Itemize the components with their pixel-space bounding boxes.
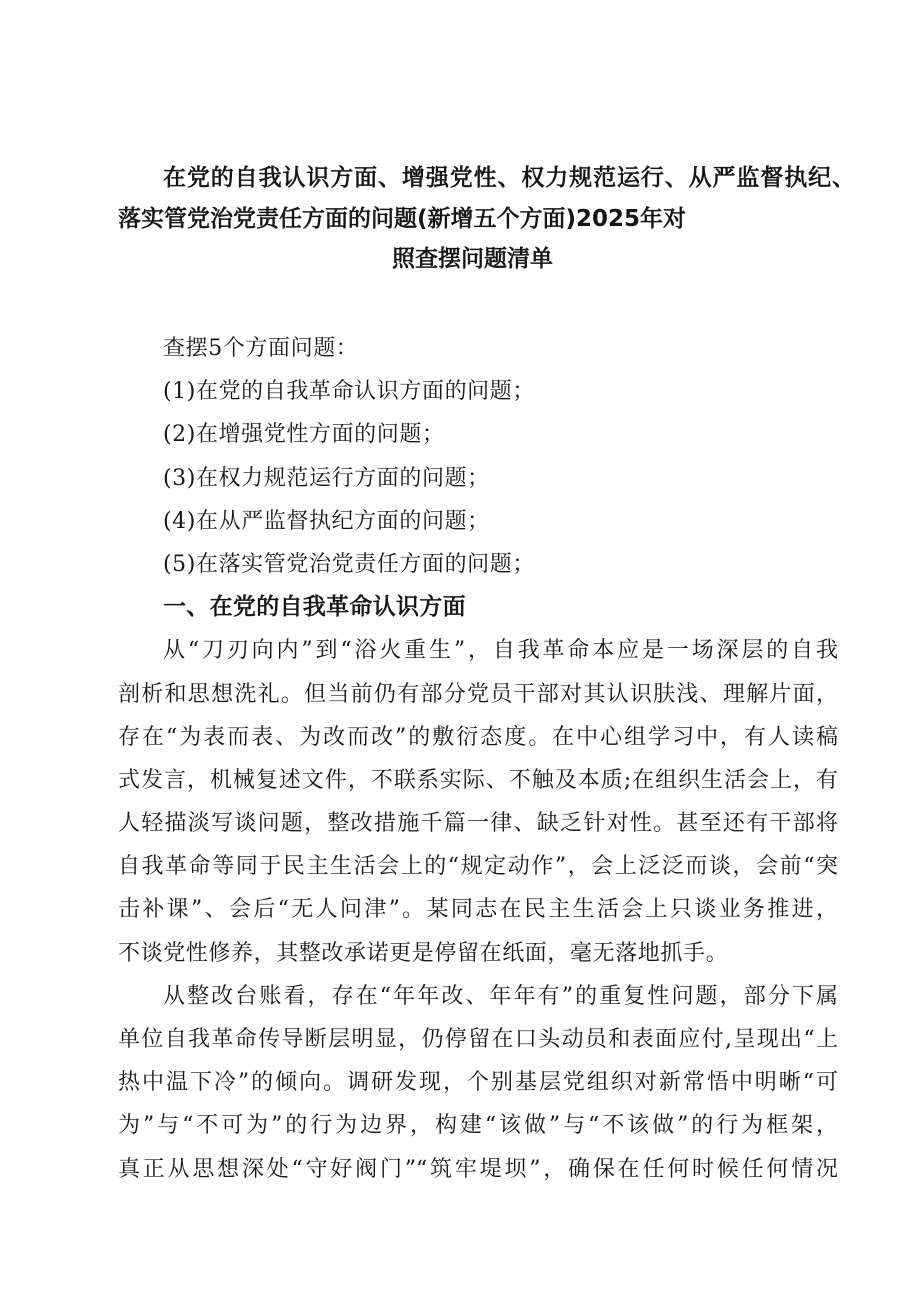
list-item: (1)在党的自我革命认识方面的问题；: [163, 379, 535, 405]
list-item: (3)在权力规范运行方面的问题；: [163, 465, 490, 491]
paragraph-line: 从整改台账看，存在“年年改、年年有”的重复性问题，部分下属: [163, 983, 838, 1009]
paragraph-line: 击补课”、会后“无人问津”。某同志在民主生活会上只谈业务推进，: [118, 897, 838, 923]
list-item: (2)在增强党性方面的问题；: [163, 422, 445, 448]
paragraph: [118, 629, 838, 975]
paragraph-line: 从“刀刃向内”到“浴火重生”，自我革命本应是一场深层的自我: [163, 638, 838, 664]
paragraph-line: 存在“为表而表、为改而改”的敷衍态度。在中心组学习中，有人读稿: [118, 724, 838, 750]
list-item: (4)在从严监督执纪方面的问题；: [163, 508, 490, 534]
list-item: (5)在落实管党治党责任方面的问题；: [163, 551, 535, 577]
paragraph-line: 剖析和思想洗礼。但当前仍有部分党员干部对其认识肤浅、理解片面，: [118, 681, 838, 707]
paragraph-line: 为”与“不可为”的行为边界，构建“该做”与“不该做”的行为框架，: [118, 1113, 838, 1139]
paragraph-line: 不谈党性修养，其整改承诺更是停留在纸面，毫无落地抓手。: [118, 940, 729, 966]
section-heading: 一、在党的自我革命认识方面: [163, 594, 466, 621]
paragraph-line: 人轻描淡写谈问题，整改措施千篇一律、缺乏针对性。甚至还有干部将: [118, 811, 838, 837]
title-line: 在党的自我认识方面、增强党性、权力规范运行、从严监督执纪、: [163, 165, 855, 191]
paragraph: [118, 975, 838, 1191]
paragraph-line: 单位自我革命传导断层明显，仍停留在口头动员和表面应付,呈现出“上: [118, 1027, 838, 1052]
title-line: 照查摆问题清单: [392, 246, 553, 272]
paragraph-line: 自我革命等同于民主生活会上的“规定动作”，会上泛泛而谈，会前“突: [118, 854, 838, 880]
title-line: 落实管党治党责任方面的问题(新增五个方面)2025年对: [118, 205, 687, 232]
issue-list: [118, 370, 838, 586]
paragraph-line: 热中温下冷”的倾向。调研发现，个别基层党组织对新常悟中明晰“可: [118, 1070, 838, 1096]
document-body: [118, 327, 838, 1191]
paragraph-line: 真正从思想深处“守好阀门”“筑牢堤坝”，确保在任何时候任何情况: [118, 1156, 838, 1182]
document-title: [118, 158, 878, 280]
list-intro: 查摆5个方面问题：: [163, 336, 359, 361]
paragraph-line: 式发言，机械复述文件，不联系实际、不触及本质;在组织生活会上，有: [118, 767, 838, 793]
